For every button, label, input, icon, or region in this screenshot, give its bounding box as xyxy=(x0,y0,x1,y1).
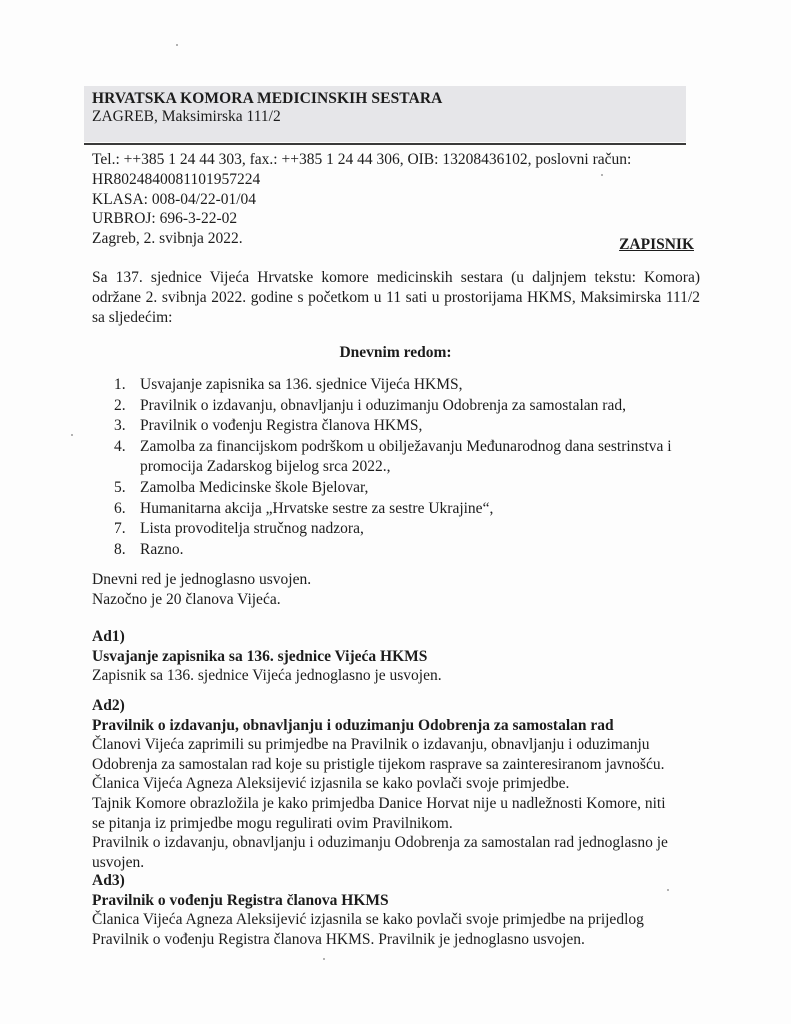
section-line: usvojen. xyxy=(92,853,145,871)
contact-block xyxy=(92,150,692,249)
agenda-item-number: 8. xyxy=(114,540,126,558)
section-line: Tajnik Komore obrazložila je kako primjedba Danice Horvat nije u nadležnosti Komore, niti xyxy=(92,794,666,812)
section-line: Članica Vijeća Agneza Aleksijević izjasnila se kako povlači svoje primjedbe na prijedlog xyxy=(92,911,644,929)
agenda-list xyxy=(114,375,694,560)
section-label: Ad1) xyxy=(92,628,125,645)
bank-account: HR8024840081101957224 xyxy=(92,170,261,188)
scan-speck xyxy=(667,889,669,891)
agenda-item-text: Pravilnik o vođenju Registra članova HKMS, xyxy=(140,417,423,435)
agenda-summary xyxy=(92,570,692,610)
agenda-item-number: 6. xyxy=(114,499,126,517)
intro-paragraph: Sa 137. sjednice Vijeća Hrvatske komore medicinskih sestara (u daljnjem tekstu: Komora) održane 2. svibnja 2022. godine s početkom u 11 sati u prostorijama HKMS, Maksimirska 111/2 sa sljedećim: xyxy=(92,269,700,326)
agenda-item-number: 4. xyxy=(114,437,126,455)
agenda-item xyxy=(114,437,694,478)
section-label: Ad2) xyxy=(92,697,125,714)
section-ad2 xyxy=(92,696,692,872)
agenda-item-number: 1. xyxy=(114,376,126,393)
agenda-item-number: 2. xyxy=(114,396,126,414)
section-body xyxy=(92,666,692,686)
section-line: se pitanja iz primjedbe mogu regulirati ovim Pravilnikom. xyxy=(92,814,453,832)
contact-phone-line: Tel.: ++385 1 24 44 303, fax.: ++385 1 24 44 306, OIB: 13208436102, poslovni račun: xyxy=(92,151,632,168)
section-line: Članovi Vijeća zaprimili su primjedbe na Pravilnik o izdavanju, obnavljanju i oduzimanju xyxy=(92,736,650,754)
section-line: Pravilnik o izdavanju, obnavljanju i oduzimanju Odobrenja za samostalan rad jednoglasno je xyxy=(92,834,668,852)
agenda-item-number: 5. xyxy=(114,478,126,496)
agenda-item-text: Lista provoditelja stručnog nadzora, xyxy=(140,520,364,538)
section-label: Ad3) xyxy=(92,872,125,889)
scan-speck xyxy=(601,174,603,176)
agenda-item-number: 3. xyxy=(114,417,126,435)
section-title: Pravilnik o izdavanju, obnavljanju i oduzimanju Odobrenja za samostalan rad xyxy=(92,716,614,734)
section-body xyxy=(92,735,692,872)
document-title: ZAPISNIK xyxy=(619,236,694,253)
section-body xyxy=(92,910,692,949)
attendance-note: Nazočno je 20 članova Vijeća. xyxy=(92,591,281,608)
agenda-item xyxy=(114,519,694,540)
organization-address: ZAGREB, Maksimirska 111/2 xyxy=(92,108,281,125)
section-line: Zapisnik sa 136. sjednice Vijeća jednoglasno je usvojen. xyxy=(92,667,442,685)
document-date: Zagreb, 2. svibnja 2022. xyxy=(92,230,243,248)
agenda-item-text: Humanitarna akcija „Hrvatske sestre za sestre Ukrajine“, xyxy=(140,499,494,517)
organization-name: HRVATSKA KOMORA MEDICINSKIH SESTARA xyxy=(92,90,443,107)
section-line: Članica Vijeća Agneza Aleksijević izjasnila se kako povlači svoje primjedbe. xyxy=(92,775,570,793)
urbroj: URBROJ: 696-3-22-02 xyxy=(92,210,238,228)
scan-speck xyxy=(176,44,178,46)
scan-speck xyxy=(323,958,325,960)
agenda-item-number: 7. xyxy=(114,520,126,538)
klasa: KLASA: 008-04/22-01/04 xyxy=(92,190,257,208)
agenda-item-text: Zamolba Medicinske škole Bjelovar, xyxy=(140,478,369,496)
scan-speck xyxy=(71,434,73,436)
letterhead-divider xyxy=(84,143,686,145)
agenda-item-text: Pravilnik o izdavanju, obnavljanju i oduzimanju Odobrenja za samostalan rad, xyxy=(140,396,626,414)
agenda-item xyxy=(114,416,694,437)
section-ad3 xyxy=(92,871,692,949)
agenda-item-text: Razno. xyxy=(140,540,184,558)
agenda-item xyxy=(114,540,694,561)
section-ad1 xyxy=(92,627,692,686)
section-line: Odobrenja za samostalan rad koje su pristigle tijekom rasprave sa zainteresiranom javnošću. xyxy=(92,755,665,773)
agenda-item xyxy=(114,396,694,417)
section-title: Pravilnik o vođenju Registra članova HKMS xyxy=(92,891,389,909)
section-title: Usvajanje zapisnika sa 136. sjednice Vijeća HKMS xyxy=(92,647,428,665)
agenda-item xyxy=(114,499,694,520)
agenda-item-text: Usvajanje zapisnika sa 136. sjednice Vijeća HKMS, xyxy=(140,376,463,393)
agenda-heading: Dnevnim redom: xyxy=(339,344,452,361)
section-line: Pravilnik o vođenju Registra članova HKMS. Pravilnik je jednoglasno usvojen. xyxy=(92,930,585,948)
agenda-item-text: Zamolba za financijskom podrškom u obilježavanju Međunarodnog dana sestrinstva i promocija Zadarskog bijelog srca 2022., xyxy=(140,437,672,476)
agenda-item xyxy=(114,375,694,396)
agenda-adopted-note: Dnevni red je jednoglasno usvojen. xyxy=(92,571,312,588)
agenda-item xyxy=(114,478,694,499)
